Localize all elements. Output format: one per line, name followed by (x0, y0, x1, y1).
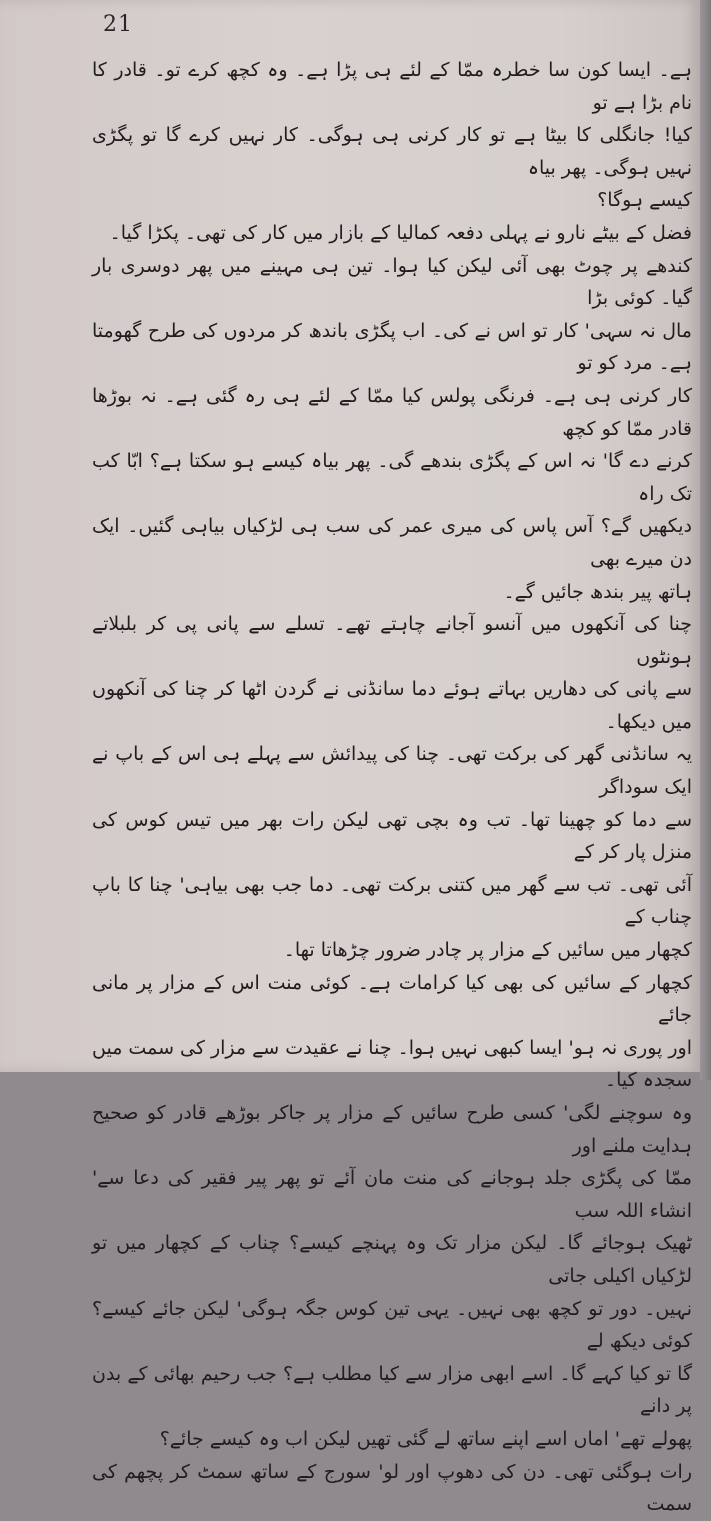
page-body-text (92, 54, 692, 1521)
paragraph-3: چنا کی آنکھوں میں آنسو آجانے چاہتے تھے۔ تسلے سے پانی پی کر بلبلاتے ہونٹوں سے پانی کی دھاریں بہاتے ہوئے دما سانڈنی نے گردن اٹھا کر چنا کی آنکھوں میں دیکھا۔ یہ سانڈنی گھر کی برکت تھی۔ چنا کی پیدائش سے پہلے ہی اس کے باپ نے ایک سوداگر سے دما کو چھینا تھا۔ تب وہ بچی تھی لیکن رات بھر میں تیس کوس کی منزل پار کر کے آئی تھی۔ تب سے گھر میں کتنی برکت تھی۔ دما جب بھی بیاہی' چنا کا باپ چناب کے کچھار میں سائیں کے مزار پر چادر ضرور چڑھاتا تھا۔ (92, 613, 692, 962)
paragraph-1: ہے۔ ایسا کون سا خطرہ ممّا کے لئے ہی پڑا ہے۔ وہ کچھ کرے تو۔ قادر کا نام بڑا ہے تو کیا! جانگلی کا بیٹا ہے تو کار کرنی ہی ہوگی۔ کار نہیں کرے گا تو پگڑی نہیں ہوگی۔ پھر بیاہ کیسے ہوگا؟ (92, 59, 692, 212)
paragraph-4: کچھار کے سائیں کی بھی کیا کرامات ہے۔ کوئی منت اس کے مزار پر مانی جائے اور پوری نہ ہو' ایسا کبھی نہیں ہوا۔ چنا نے عقیدت سے مزار کی سمت میں سجدہ کیا۔ وہ سوچنے لگی' کسی طرح سائیں کے مزار پر جاکر بوڑھے قادر کو صحیح ہدایت ملنے اور ممّا کی پگڑی جلد ہوجانے کی منت مان آئے تو پھر پیر فقیر کی دعا سے' انشاء اللہ سب ٹھیک ہوجائے گا۔ لیکن مزار تک وہ پہنچے کیسے؟ چناب کے کچھار میں تو لڑکیاں اکیلی جاتی نہیں۔ دور تو کچھ بھی نہیں۔ یہی تین کوس جگہ ہوگی' لیکن جائے کیسے؟ کوئی دیکھ لے گا تو کیا کہے گا۔ اسے ابھی مزار سے کیا مطلب ہے؟ جب رحیم بھائی کے بدن پر دانے پھولے تھے' اماں اسے اپنے ساتھ لے گئی تھیں لیکن اب وہ کیسے جائے؟ (92, 971, 692, 1450)
book-spine-edge (700, 0, 711, 1080)
paragraph-2: فضل کے بیٹے نارو نے پہلی دفعہ کمالیا کے بازار میں کار کی تھی۔ پکڑا گیا۔ کندھے پر چوٹ بھی آئی لیکن کیا ہوا۔ تین ہی مہینے میں پھر دوسری بار گیا۔ کوئی بڑا مال نہ سہی' کار تو اس نے کی۔ اب پگڑی باندھ کر مردوں کی طرح گھومتا ہے۔ مرد کو تو کار کرنی ہی ہے۔ فرنگی پولس کیا ممّا کے لئے ہی رہ گئی ہے۔ نہ بوڑھا قادر ممّا کو کچھ کرنے دے گا' نہ اس کے پگڑی بندھے گی۔ پھر بیاہ کیسے ہو سکتا ہے؟ ابّا کب تک راہ دیکھیں گے؟ آس پاس کی میری عمر کی سب ہی لڑکیاں بیاہی گئیں۔ ایک دن میرے بھی ہاتھ پیر بندھ جائیں گے۔ (92, 221, 692, 603)
page-number: 21 (103, 12, 133, 37)
paragraph-5: رات ہوگئی تھی۔ دن کی دھوپ اور لو' سورج کے ساتھ سمٹ کر پچھم کی سمت (92, 1460, 692, 1516)
